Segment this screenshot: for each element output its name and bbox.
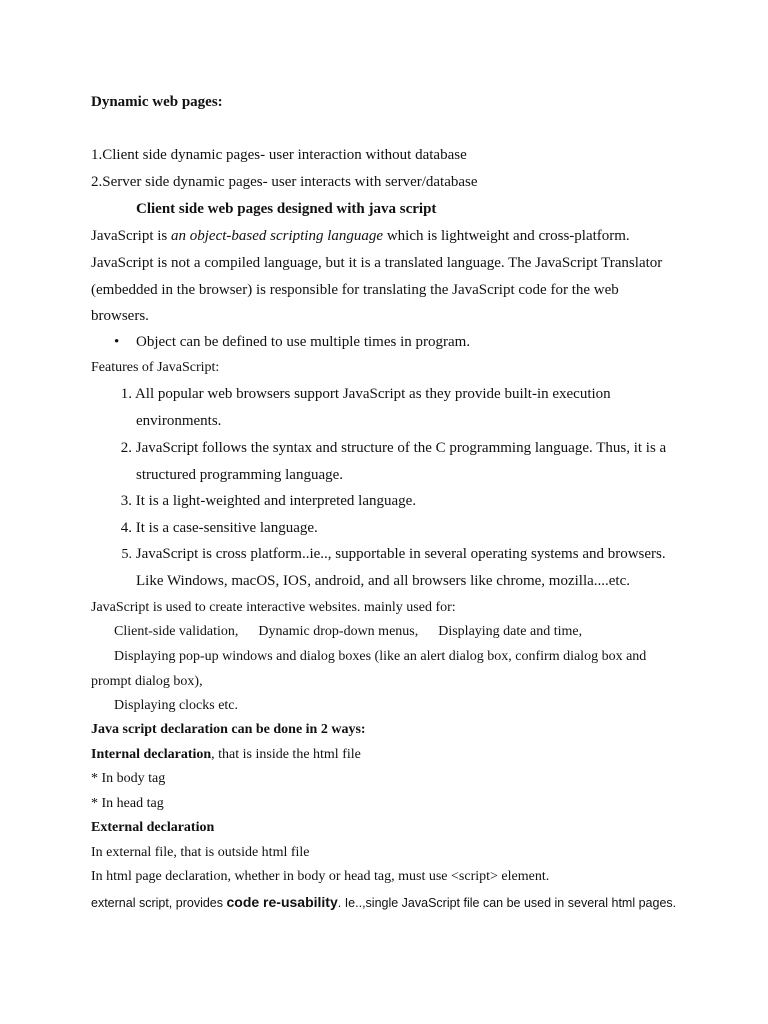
uses-line-2: Displaying pop-up windows and dialog boxes (like an alert dialog box, confirm dialog box and bbox=[114, 649, 647, 664]
intro-line-2: JavaScript is not a compiled language, but it is a translated language. The JavaScript Translator bbox=[91, 255, 663, 271]
reuse-emphasis: code re-usability bbox=[226, 894, 338, 910]
feature-item-2 bbox=[110, 440, 666, 457]
intro-text-a: JavaScript is bbox=[91, 228, 171, 244]
feature-number: 3. bbox=[120, 493, 132, 509]
use-date-time: Displaying date and time, bbox=[438, 624, 583, 639]
features-title: Features of JavaScript: bbox=[91, 360, 220, 375]
dynamic-type-2: 2.Server side dynamic pages- user interacts with server/database bbox=[91, 174, 478, 190]
intro-text-b: which is lightweight and cross-platform. bbox=[383, 228, 630, 244]
intro-line-3: (embedded in the browser) is responsible for translating the JavaScript code for the web bbox=[91, 282, 619, 298]
uses-title: JavaScript is used to create interactive websites. mainly used for: bbox=[91, 600, 456, 615]
feature-text: It is a light-weighted and interpreted language. bbox=[135, 493, 417, 509]
feature-item-5-cont: Like Windows, macOS, IOS, android, and all browsers like chrome, mozilla....etc. bbox=[136, 573, 631, 589]
feature-text: JavaScript follows the syntax and structure of the C programming language. Thus, it is a bbox=[135, 440, 667, 456]
bullet-dot-icon: • bbox=[114, 334, 120, 350]
bullet-item bbox=[114, 334, 470, 351]
uses-line-3: prompt dialog box), bbox=[91, 674, 203, 689]
uses-line-4: Displaying clocks etc. bbox=[114, 698, 239, 713]
feature-item-4 bbox=[110, 520, 318, 537]
feature-item-5 bbox=[110, 546, 666, 563]
feature-item-3 bbox=[110, 493, 416, 510]
reusability-note bbox=[91, 894, 676, 912]
feature-number: 2. bbox=[120, 440, 132, 456]
internal-desc: , that is inside the html file bbox=[211, 747, 361, 762]
feature-number: 1. bbox=[120, 386, 132, 402]
feature-item-1-cont: environments. bbox=[136, 413, 222, 429]
uses-line-1 bbox=[114, 624, 582, 640]
use-dropdown: Dynamic drop-down menus, bbox=[258, 624, 419, 639]
page-heading: Dynamic web pages: bbox=[91, 94, 223, 110]
external-declaration-title: External declaration bbox=[91, 820, 215, 835]
external-declaration-desc: In external file, that is outside html file bbox=[91, 845, 310, 860]
use-validation: Client-side validation, bbox=[114, 624, 239, 639]
intro-emphasis: an object-based scripting language bbox=[171, 228, 384, 244]
internal-label: Internal declaration bbox=[91, 747, 212, 762]
internal-declaration bbox=[91, 747, 361, 763]
feature-number: 4. bbox=[120, 520, 132, 536]
reuse-text-a: external script, provides bbox=[91, 896, 227, 910]
feature-text: All popular web browsers support JavaScript as they provide built-in execution bbox=[134, 386, 611, 402]
feature-number: 5. bbox=[121, 547, 132, 562]
feature-item-1 bbox=[110, 386, 611, 403]
bullet-text: Object can be defined to use multiple times in program. bbox=[136, 334, 471, 350]
intro-line-1 bbox=[91, 228, 630, 245]
body-tag-item: * In body tag bbox=[91, 771, 166, 786]
intro-line-4: browsers. bbox=[91, 308, 149, 324]
html-declaration-note: In html page declaration, whether in body or head tag, must use <script> element. bbox=[91, 869, 550, 884]
declaration-title: Java script declaration can be done in 2 ways: bbox=[91, 722, 366, 737]
dynamic-type-1: 1.Client side dynamic pages- user interaction without database bbox=[91, 147, 467, 163]
reuse-text-c: . Ie..,single JavaScript file can be used in several html pages. bbox=[337, 896, 677, 910]
head-tag-item: * In head tag bbox=[91, 796, 164, 811]
section-subheading: Client side web pages designed with java script bbox=[136, 201, 437, 217]
feature-text: It is a case-sensitive language. bbox=[135, 520, 318, 536]
feature-item-2-cont: structured programming language. bbox=[136, 467, 344, 483]
feature-text: JavaScript is cross platform..ie.., supportable in several operating systems and browsers. bbox=[135, 546, 666, 562]
